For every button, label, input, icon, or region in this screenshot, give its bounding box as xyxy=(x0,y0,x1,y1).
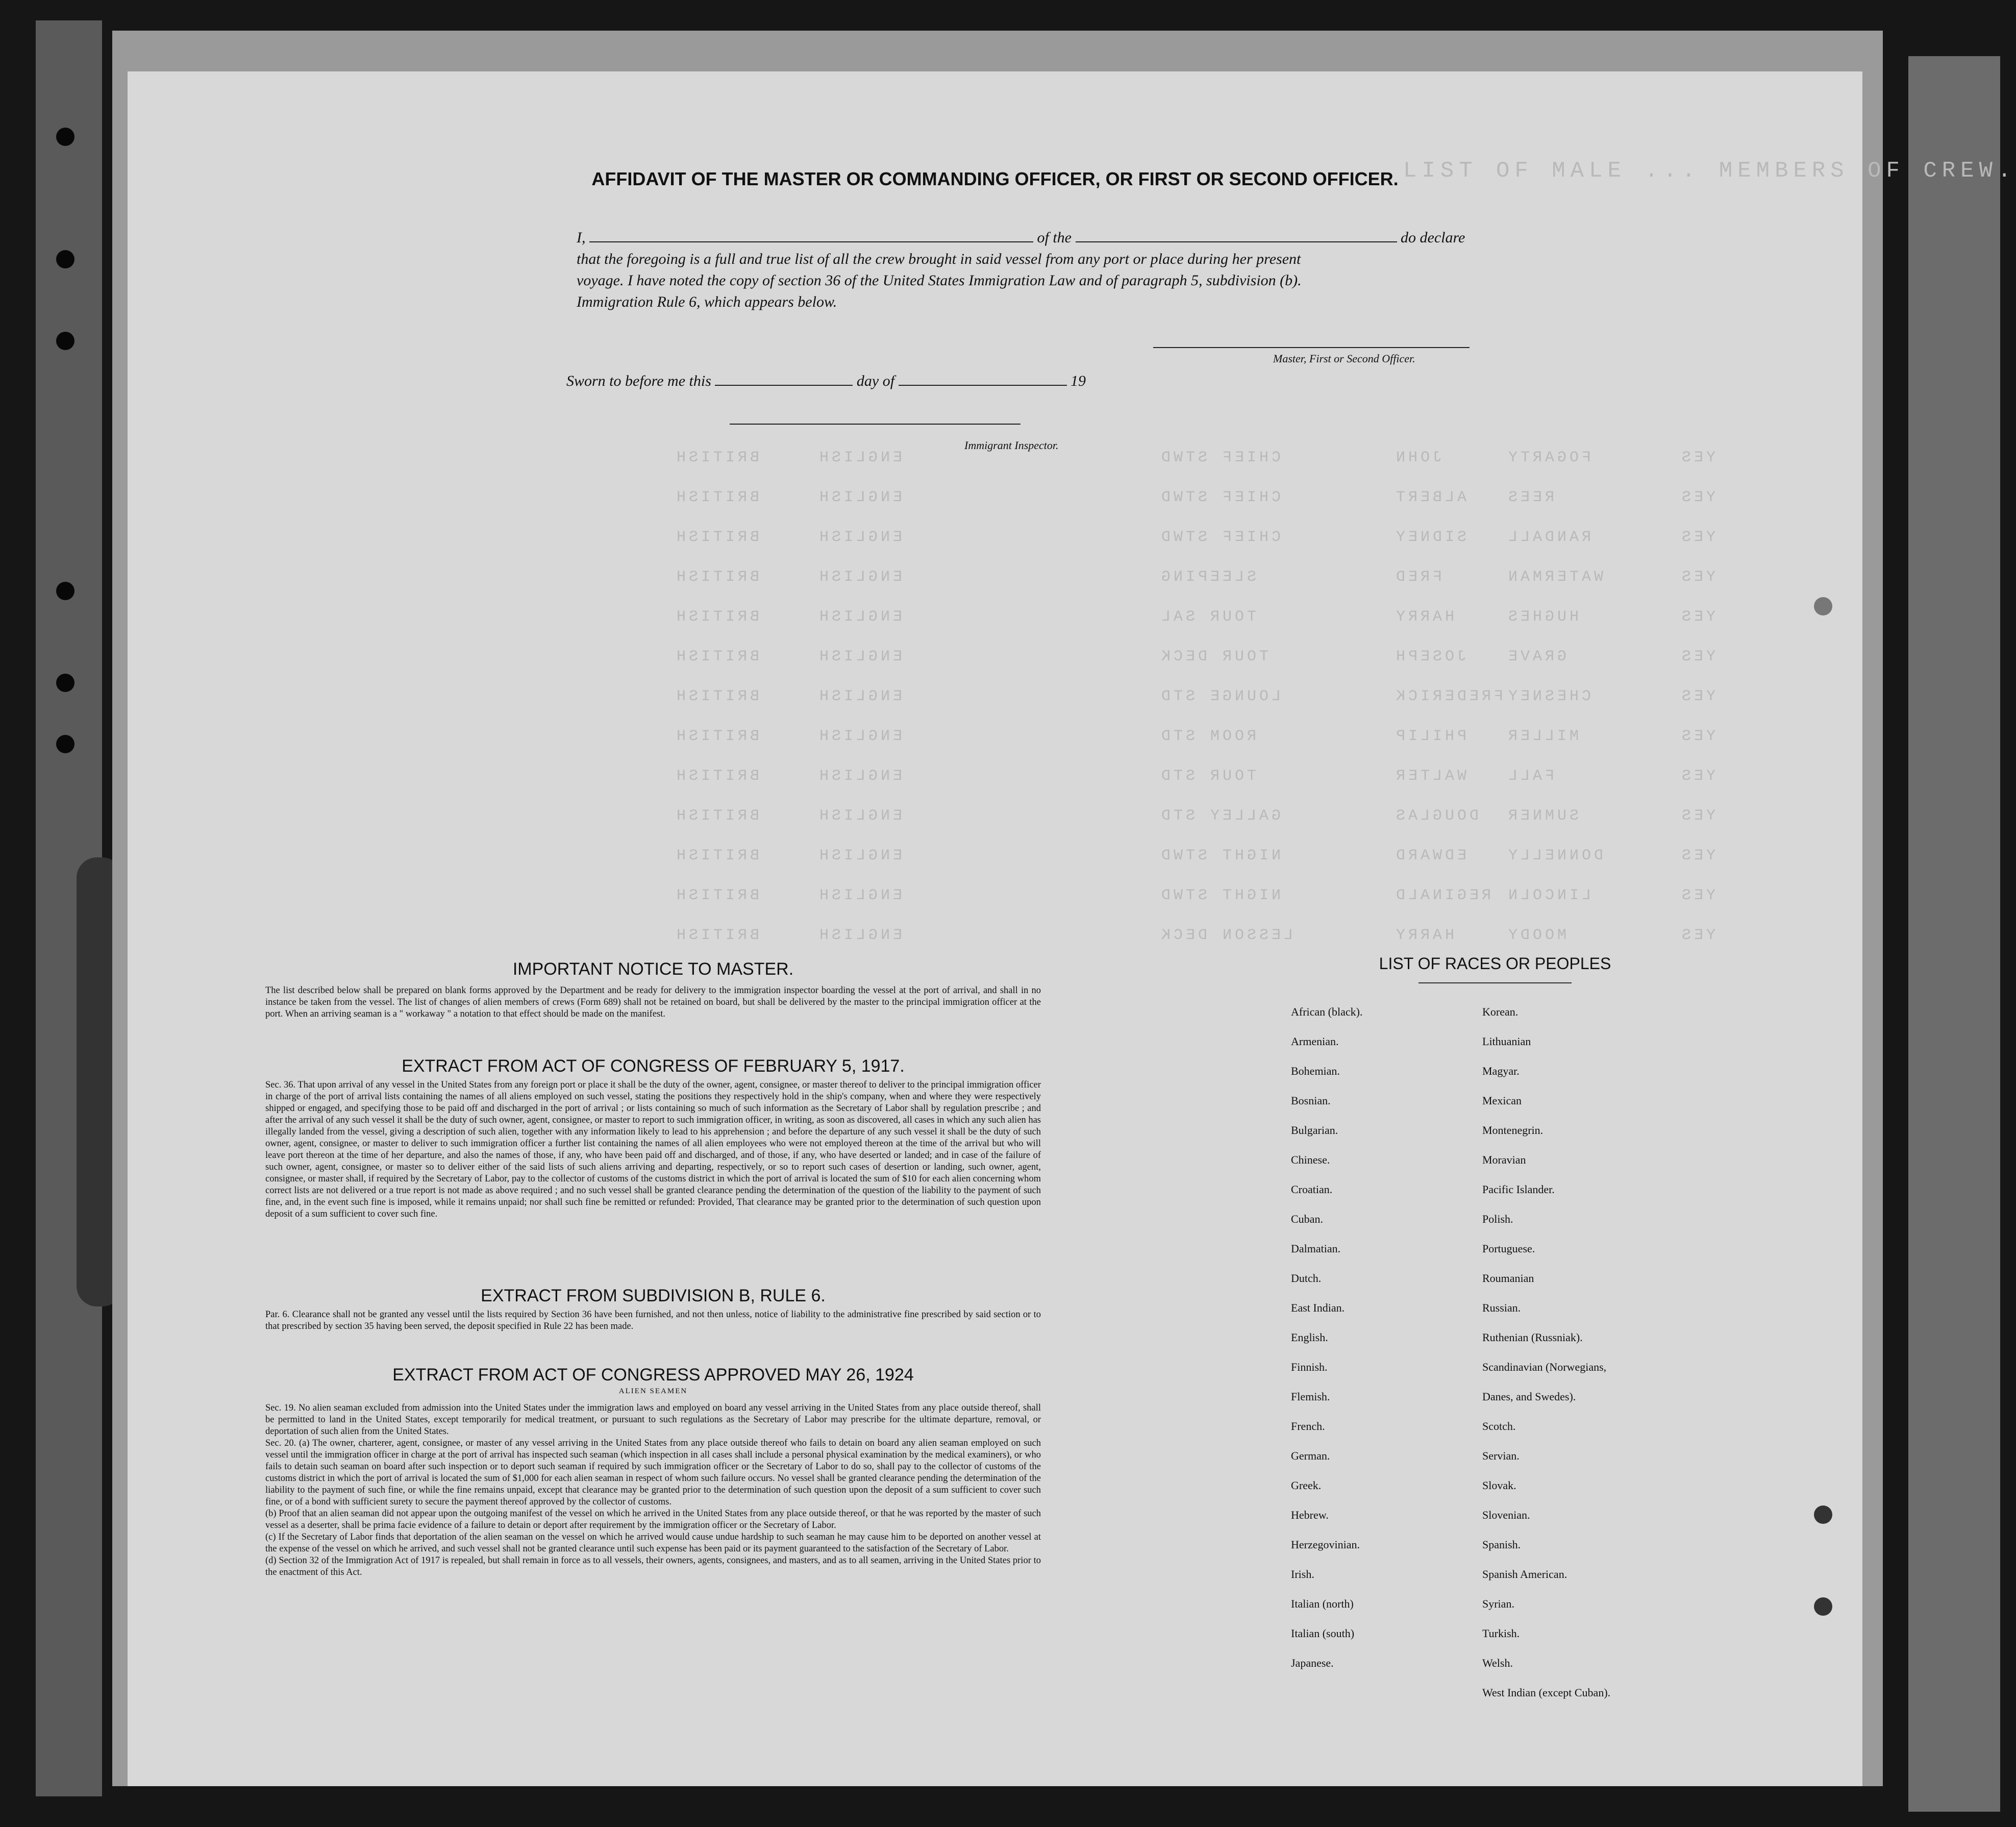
race-item: Lithuanian xyxy=(1482,1035,1531,1048)
race-item: East Indian. xyxy=(1291,1301,1345,1314)
bleed-through-cell: JOHN xyxy=(1393,449,1442,466)
race-item: Italian (south) xyxy=(1291,1627,1355,1640)
bleed-through-cell: ENGLISH xyxy=(816,449,903,466)
bleed-through-cell: FREDERICK xyxy=(1393,688,1504,705)
extract-1924-title: EXTRACT FROM ACT OF CONGRESS APPROVED MAY 26, 1924 xyxy=(392,1365,914,1385)
race-item: Slovak. xyxy=(1482,1479,1516,1492)
race-item: Moravian xyxy=(1482,1153,1526,1166)
inspector-label: Immigrant Inspector. xyxy=(964,439,1059,452)
bleed-through-cell: BRITISH xyxy=(674,728,760,745)
bleed-through-cell: BRITISH xyxy=(674,529,760,546)
race-item: Finnish. xyxy=(1291,1361,1328,1373)
race-item: French. xyxy=(1291,1420,1325,1433)
bleed-through-cell: YES xyxy=(1679,449,1716,466)
bleed-through-cell: ENGLISH xyxy=(816,728,903,745)
bleed-through-cell: HARRY xyxy=(1393,608,1455,626)
extract-rule6-title: EXTRACT FROM SUBDIVISION B, RULE 6. xyxy=(481,1286,826,1305)
race-item: West Indian (except Cuban). xyxy=(1482,1686,1611,1699)
page-edge xyxy=(1908,56,2000,1812)
race-item: Cuban. xyxy=(1291,1213,1323,1225)
bleed-through-cell: BRITISH xyxy=(674,489,760,506)
races-title: LIST OF RACES OR PEOPLES xyxy=(1379,954,1611,973)
race-item: Italian (north) xyxy=(1291,1597,1354,1610)
bleed-through-cell: BRITISH xyxy=(674,449,760,466)
bleed-through-cell: BRITISH xyxy=(674,648,760,665)
race-item: Scotch. xyxy=(1482,1420,1516,1433)
punch-hole xyxy=(56,250,74,268)
bleed-through-cell: ENGLISH xyxy=(816,489,903,506)
race-item: Roumanian xyxy=(1482,1272,1534,1285)
punch-hole xyxy=(1814,1505,1832,1524)
race-item: Bohemian. xyxy=(1291,1065,1340,1077)
race-item: Servian. xyxy=(1482,1449,1520,1462)
bleed-through-cell: ENGLISH xyxy=(816,887,903,904)
bleed-through-cell: YES xyxy=(1679,807,1716,825)
bleed-through-cell: BRITISH xyxy=(674,807,760,825)
bleed-through-cell: CHESNEY xyxy=(1505,688,1591,705)
affidavit-line4: Immigration Rule 6, which appears below. xyxy=(577,293,837,310)
bleed-through-cell: GALLEY STD xyxy=(1158,807,1281,825)
bleed-through-cell: SUMNER xyxy=(1505,807,1579,825)
punch-hole xyxy=(56,674,74,692)
extract-1917-title: EXTRACT FROM ACT OF CONGRESS OF FEBRUARY 5, 1917. xyxy=(402,1056,905,1076)
affidavit-text xyxy=(577,227,1628,313)
bleed-through-cell: HUGHES xyxy=(1505,608,1579,626)
bleed-through-cell: FRED xyxy=(1393,569,1442,586)
bleed-through-cell: YES xyxy=(1679,927,1716,944)
bleed-through-cell: YES xyxy=(1679,728,1716,745)
sec-19: Sec. 19. No alien seaman excluded from admission into the United States under the immigration laws and employed on board any vessel arriving in the United States from any place outside thereof, shall be permitted to land in the United States, except temporarily for medical treatment, or pursuant to such regulations as the Secretary of Labor may prescribe for the ultimate departure, removal, or deportation of such alien from the United States. xyxy=(265,1403,1041,1437)
sec-20d: (d) Section 32 of the Immigration Act of 1917 is repealed, but shall remain in force as to all vessels, their owners, agents, consignees, and masters, and as to all seamen, arriving in the United States prior to the enactment of this Act. xyxy=(265,1556,1041,1577)
bleed-through-cell: TOUR DECK xyxy=(1158,648,1269,665)
race-item: Flemish. xyxy=(1291,1390,1330,1403)
bleed-through-cell: BRITISH xyxy=(674,569,760,586)
race-item: English. xyxy=(1291,1331,1328,1344)
bleed-through-cell: BRITISH xyxy=(674,847,760,865)
extract-1924-subtitle: ALIEN SEAMEN xyxy=(618,1387,688,1395)
bleed-through-cell: ENGLISH xyxy=(816,569,903,586)
bleed-through-cell: ROOM STD xyxy=(1158,728,1257,745)
sworn-year: 19 xyxy=(1071,373,1086,389)
race-item: Bulgarian. xyxy=(1291,1124,1338,1137)
punch-hole xyxy=(56,128,74,146)
bleed-through-cell: REES xyxy=(1505,489,1555,506)
bleed-through-cell: WATERMAN xyxy=(1505,569,1604,586)
races-title-rule xyxy=(1418,982,1572,983)
bleed-through-cell: ENGLISH xyxy=(816,927,903,944)
race-item: Welsh. xyxy=(1482,1657,1513,1669)
race-item: Bosnian. xyxy=(1291,1094,1331,1107)
race-item: Pacific Islander. xyxy=(1482,1183,1555,1196)
bleed-through-cell: EDWARD xyxy=(1393,847,1467,865)
officer-name-field[interactable] xyxy=(589,241,1033,242)
bleed-through-cell: ENGLISH xyxy=(816,688,903,705)
bleed-through-cell: BRITISH xyxy=(674,927,760,944)
bleed-through-cell: SIDNEY xyxy=(1393,529,1467,546)
bleed-through-cell: NIGHT STWD xyxy=(1158,887,1281,904)
race-item: African (black). xyxy=(1291,1005,1363,1018)
bleed-through-cell: HARRY xyxy=(1393,927,1455,944)
bleed-through-cell: YES xyxy=(1679,608,1716,626)
bleed-through-cell: YES xyxy=(1679,569,1716,586)
race-item: Spanish American. xyxy=(1482,1568,1567,1581)
bleed-through-cell: YES xyxy=(1679,688,1716,705)
sworn-line xyxy=(566,373,1086,390)
race-item: Chinese. xyxy=(1291,1153,1330,1166)
bleed-through-cell: ALBERT xyxy=(1393,489,1467,506)
sec-20c: (c) If the Secretary of Labor finds that deportation of the alien seaman on the vessel on which he arrived would cause undue hardship to such seaman he may cause him to be deported on another vessel at the expense of the vessel on which he arrived, and such vessel shall not be granted clearance until such expense has been paid or its payment guaranteed to the satisfaction of the Secretary of Labor. xyxy=(265,1532,1041,1554)
manifest-sheet xyxy=(128,71,2016,1786)
affidavit-of-the: of the xyxy=(1037,229,1072,246)
bleed-through-cell: YES xyxy=(1679,847,1716,865)
affidavit-line2: that the foregoing is a full and true list of all the crew brought in said vessel from any port or place during her present xyxy=(577,251,1301,267)
race-item: Syrian. xyxy=(1482,1597,1514,1610)
sworn-day-field[interactable] xyxy=(715,385,853,386)
extract-1917-text: Sec. 36. That upon arrival of any vessel in the United States from any foreign port or place it shall be the duty of the owner, agent, consignee, or master thereof to deliver to the principal immigration officer in charge of the port of arrival lists containing the names of all aliens employed on such vessel, stating the positions they respectively hold in the ship's company, when and where they were respectively shipped or engaged, and specifying those to be paid off and discharged in the port of arrival ; or lists containing so much of such information as the Secretary of Labor shall by regulation prescribe ; and after the arrival of any such vessel it shall be the duty of such owner, agent, consignee, or master to report to such immigration officer, in writing, as soon as discovered, all cases in which any such alien has illegally landed from the vessel, giving a description of such alien, together with any information likely to lead to his apprehension ; and before the departure of any such vessel it shall be the duty of such owner, agent, consignee, or master to deliver to such immigration officer a further list containing the names of all alien employees who were not employed thereon at the time of the arrival but who will leave port thereon at the time of her departure, and also the names of those, if any, who have been paid off and discharged, and of those, if any, who have deserted or landed; and in case of the failure of such owner, agent, consignee, or master so to deliver either of the said lists of such aliens arriving and departing, respectively, or so to report such cases of desertion or landing, such owner, agent, consignee, or master shall, if required by the Secretary of Labor, pay to the collector of customs of the customs district in which the port of arrival is located the sum of $10 for each alien concerning whom correct lists are not delivered or a true report is not made as above required ; and no such vessel shall be granted clearance pending the determination of the question of the liability to the payment of such fine, and, in the event such fine is imposed, while it remains unpaid; nor shall such fine be remitted or refunded: Provided, That clearance may be granted prior to the determination of such question upon deposit of a sum sufficient to cover such fine. xyxy=(265,1080,1041,1219)
race-item: Russian. xyxy=(1482,1301,1521,1314)
bleed-through-cell: SLEEPING xyxy=(1158,569,1257,586)
race-item: Korean. xyxy=(1482,1005,1519,1018)
bleed-through-cell: TOUR STD xyxy=(1158,768,1257,785)
sworn-month-field[interactable] xyxy=(899,385,1067,386)
punch-hole xyxy=(56,582,74,600)
bleed-through-cell: YES xyxy=(1679,648,1716,665)
affidavit-title: AFFIDAVIT OF THE MASTER OR COMMANDING OFFICER, OR FIRST OR SECOND OFFICER. xyxy=(591,168,1399,189)
bleed-through-cell: ENGLISH xyxy=(816,768,903,785)
bleed-through-cell: PHILIP xyxy=(1393,728,1467,745)
race-item: Armenian. xyxy=(1291,1035,1339,1048)
race-item: Ruthenian (Russniak). xyxy=(1482,1331,1583,1344)
notice-title: IMPORTANT NOTICE TO MASTER. xyxy=(512,959,794,979)
vessel-name-field[interactable] xyxy=(1076,241,1397,242)
bleed-through-cell: YES xyxy=(1679,768,1716,785)
bleed-through-cell: BRITISH xyxy=(674,608,760,626)
bleed-through-cell: MILLER xyxy=(1505,728,1579,745)
bleed-through-cell: YES xyxy=(1679,489,1716,506)
race-item: Spanish. xyxy=(1482,1538,1521,1551)
races-right-column xyxy=(1482,1005,1697,1716)
punch-hole xyxy=(56,332,74,350)
bleed-through-cell: WALTER xyxy=(1393,768,1467,785)
race-item: Turkish. xyxy=(1482,1627,1520,1640)
race-item: Scandinavian (Norwegians, xyxy=(1482,1361,1607,1373)
race-item: Dalmatian. xyxy=(1291,1242,1341,1255)
bleed-through-cell: DONNELLY xyxy=(1505,847,1604,865)
bleed-through-cell: BRITISH xyxy=(674,768,760,785)
bleed-through-cell: FOGARTY xyxy=(1505,449,1591,466)
punch-hole xyxy=(56,735,74,753)
bleed-through-cell: GRAVE xyxy=(1505,648,1567,665)
bleed-through-cell: YES xyxy=(1679,529,1716,546)
bleed-through-cell: LESSON DECK xyxy=(1158,927,1293,944)
bleed-through-cell: LINCOLN xyxy=(1505,887,1591,904)
extract-1924-sections xyxy=(265,1402,1041,1578)
bleed-through-cell: ENGLISH xyxy=(816,648,903,665)
bleed-through-cell: ENGLISH xyxy=(816,847,903,865)
race-item: Polish. xyxy=(1482,1213,1513,1225)
extract-rule6-text: Par. 6. Clearance shall not be granted any vessel until the lists required by Section 36 have been furnished, and not then unless, notice of liability to the administrative fine prescribed by said section or to that prescribed by section 35 having been served, the deposit specified in Rule 22 has been made. xyxy=(265,1310,1041,1331)
notice-text: The list described below shall be prepared on blank forms approved by the Department and be ready for delivery to the immigration inspector boarding the vessel at the port of arrival, and shall in no instance be taken from the vessel. The list of changes of alien members of crews (Form 689) shall not be retained on board, but shall be delivered by the master to the principal immigration officer at the port. When an arriving seaman is a " workaway " a notation to that effect should be made on the manifest. xyxy=(265,985,1041,1019)
bleed-through-cell: CHIEF STWD xyxy=(1158,449,1281,466)
inspector-signature-line[interactable] xyxy=(730,424,1021,425)
sec-20a: Sec. 20. (a) The owner, charterer, agent, consignee, or master of any vessel arriving in the United States from any place outside thereof who fails to detain on board any alien seaman employed on such vessel until the immigration officer in charge at the port of arrival has inspected such seaman (which inspection in all cases shall include a personal physical examination by the medical examiners), or who fails to detain such seaman on board after such inspection or to deport such seaman if required by such immigration officer or the Secretary of Labor to do so, shall pay to the collector of customs of the customs district in which the port of arrival is located the sum of $1,000 for each alien seaman in respect of whom such failure occurs. No vessel shall be granted clearance pending the determination of the liability to the payment of such fine, or while the fine remains unpaid, except that clearance may be granted prior to the determination of such question upon the deposit of a sum sufficient to cover such fine, or of a bond with sufficient surety to secure the payment thereof approved by the collector of customs. xyxy=(265,1438,1041,1507)
sec-20b: (b) Proof that an alien seaman did not appear upon the outgoing manifest of the vessel on which he arrived in the United States from any place outside thereof, or that he was reported by the master of such vessel as a deserter, shall be prima facie evidence of a failure to detain or deport after requirement by the immigration officer or the Secretary of Labor. xyxy=(265,1509,1041,1530)
bleed-through-cell: LOUNGE STD xyxy=(1158,688,1281,705)
race-item: Japanese. xyxy=(1291,1657,1334,1669)
bleed-through-cell: TOUR SAL xyxy=(1158,608,1257,626)
race-item: German. xyxy=(1291,1449,1330,1462)
bleed-through-cell: FALL xyxy=(1505,768,1555,785)
race-item: Croatian. xyxy=(1291,1183,1333,1196)
bleed-through-cell: NIGHT STWD xyxy=(1158,847,1281,865)
races-left-column xyxy=(1291,1005,1485,1686)
race-item: Slovenian. xyxy=(1482,1509,1530,1521)
master-signature-line[interactable] xyxy=(1153,347,1470,348)
bleed-through-cell: CHIEF STWD xyxy=(1158,529,1281,546)
bleed-through-cell: REGINALD xyxy=(1393,887,1491,904)
race-item: Dutch. xyxy=(1291,1272,1322,1285)
bleed-through-cell: BRITISH xyxy=(674,887,760,904)
sworn-day-of: day of xyxy=(856,373,895,389)
bleed-through-cell: BRITISH xyxy=(674,688,760,705)
bleed-through-cell: ENGLISH xyxy=(816,807,903,825)
sworn-label: Sworn to before me this xyxy=(566,373,711,389)
bleed-through-cell: ENGLISH xyxy=(816,529,903,546)
race-item: Hebrew. xyxy=(1291,1509,1329,1521)
bleed-through-cell: DOUGLAS xyxy=(1393,807,1479,825)
master-signature-label: Master, First or Second Officer. xyxy=(1273,352,1415,365)
affidavit-line1 xyxy=(577,227,1628,249)
affidavit-do-declare: do declare xyxy=(1401,229,1465,246)
affidavit-i: I, xyxy=(577,229,586,246)
race-item: Magyar. xyxy=(1482,1065,1520,1077)
race-item: Montenegrin. xyxy=(1482,1124,1544,1137)
bleed-through-heading: LIST OF MALE ... MEMBERS OF CREW. xyxy=(1403,158,2016,184)
bleed-through-cell: RANDALL xyxy=(1505,529,1591,546)
race-item: Mexican xyxy=(1482,1094,1522,1107)
race-item: Danes, and Swedes). xyxy=(1482,1390,1576,1403)
race-item: Portuguese. xyxy=(1482,1242,1535,1255)
race-item: Irish. xyxy=(1291,1568,1314,1581)
race-item: Greek. xyxy=(1291,1479,1322,1492)
affidavit-line3: voyage. I have noted the copy of section 36 of the United States Immigration Law and of paragraph 5, subdivision (b). xyxy=(577,272,1302,289)
bleed-through-cell: MOODY xyxy=(1505,927,1567,944)
bleed-through-cell: JOSEPH xyxy=(1393,648,1467,665)
punch-hole xyxy=(1814,597,1832,615)
bleed-through-cell: ENGLISH xyxy=(816,608,903,626)
race-item: Herzegovinian. xyxy=(1291,1538,1360,1551)
punch-hole xyxy=(1814,1597,1832,1616)
bleed-through-cell: YES xyxy=(1679,887,1716,904)
bleed-through-cell: CHIEF STWD xyxy=(1158,489,1281,506)
